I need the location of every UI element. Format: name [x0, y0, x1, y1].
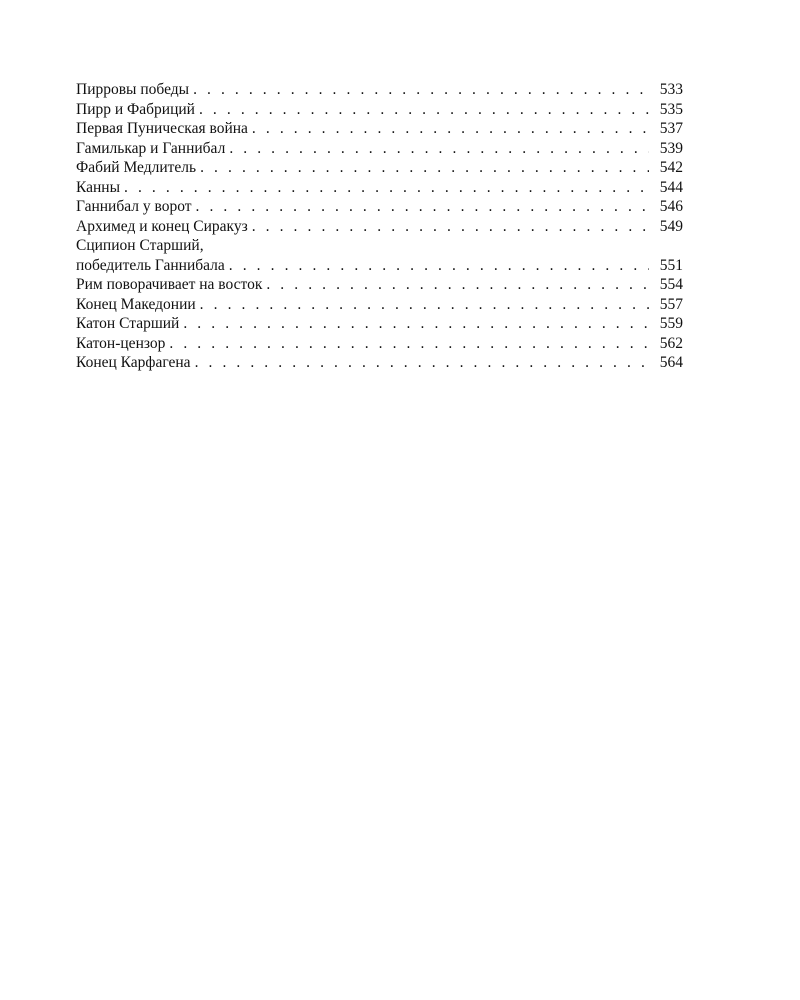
toc-entry[interactable] [76, 217, 683, 237]
toc-entry-title-line1: Сципион Старший, [76, 237, 204, 254]
toc-entry[interactable] [76, 178, 683, 198]
toc-entry-title: Пирровы победы [76, 81, 190, 98]
toc-entry-title: Ганнибал у ворот [76, 198, 192, 215]
toc-entry[interactable] [76, 275, 683, 295]
toc-leader-dots [252, 119, 649, 139]
toc-entry[interactable] [76, 100, 683, 120]
toc-entry-page: 533 [659, 81, 683, 98]
toc-entry-page: 559 [659, 315, 683, 332]
toc-entry[interactable] [76, 353, 683, 373]
toc-entry-title: Конец Македонии [76, 295, 196, 313]
table-of-contents [76, 80, 683, 373]
toc-entry-page: 539 [659, 139, 683, 157]
toc-entry-page: 557 [659, 295, 683, 313]
toc-leader-dots [266, 275, 649, 295]
toc-entry[interactable] [76, 158, 683, 178]
toc-entry-title: Пирр и Фабриций [76, 100, 195, 118]
toc-leader-dots [200, 158, 649, 178]
toc-entry-title: Первая Пуническая война [76, 120, 248, 137]
toc-entry-title: победитель Ганнибала [76, 256, 225, 274]
toc-entry-page: 551 [659, 256, 683, 274]
toc-entry-page: 554 [659, 276, 683, 293]
toc-entry[interactable] [76, 197, 683, 217]
toc-entry-page: 549 [659, 217, 683, 235]
toc-entry[interactable] [76, 314, 683, 334]
toc-leader-dots [183, 314, 649, 334]
toc-leader-dots [229, 256, 649, 276]
toc-entry-title: Катон-цензор [76, 334, 166, 352]
toc-entry-page: 546 [659, 198, 683, 215]
toc-entry-title: Катон Старший [76, 315, 180, 332]
toc-entry[interactable] [76, 295, 683, 315]
toc-entry-page: 537 [659, 120, 683, 137]
toc-entry-page: 562 [659, 334, 683, 352]
toc-entry[interactable] [76, 119, 683, 139]
toc-leader-dots [169, 334, 649, 354]
toc-leader-dots [199, 100, 649, 120]
toc-leader-dots [124, 178, 649, 198]
toc-entry-page: 564 [659, 354, 683, 371]
toc-leader-dots [229, 139, 649, 159]
toc-entry-page: 535 [659, 100, 683, 118]
toc-entry-title: Гамилькар и Ганнибал [76, 139, 226, 157]
toc-leader-dots [196, 197, 649, 217]
toc-entry[interactable] [76, 80, 683, 100]
toc-entry[interactable] [76, 139, 683, 159]
toc-entry-title: Рим поворачивает на восток [76, 276, 263, 293]
toc-leader-dots [200, 295, 649, 315]
toc-leader-dots [252, 217, 649, 237]
toc-entry-title: Канны [76, 178, 121, 196]
toc-entry-page: 544 [659, 178, 683, 196]
toc-entry-title: Конец Карфагена [76, 354, 191, 371]
toc-entry[interactable] [76, 334, 683, 354]
toc-entry-page: 542 [659, 159, 683, 176]
toc-entry-title: Архимед и конец Сиракуз [76, 217, 248, 235]
toc-leader-dots [195, 353, 649, 373]
toc-entry[interactable] [76, 236, 683, 275]
toc-leader-dots [193, 80, 649, 100]
toc-entry-title: Фабий Медлитель [76, 159, 197, 176]
